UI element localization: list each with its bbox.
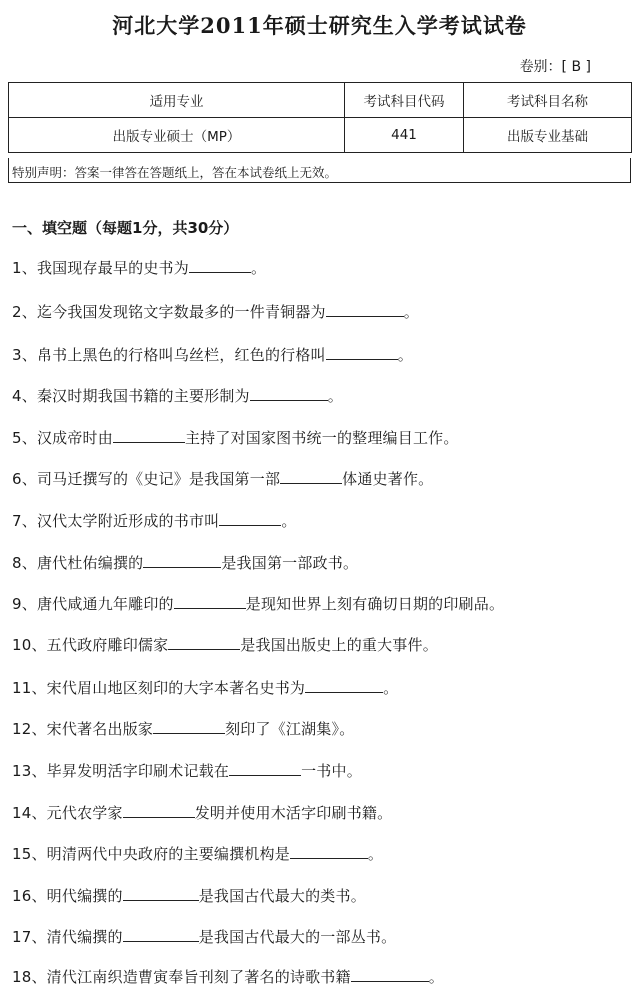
question-text-end: 是我国古代最大的一部丛书。 (198, 928, 397, 946)
question-text: 17、清代编撰的 (12, 928, 123, 946)
question-text-end: 是我国出版史上的重大事件。 (240, 636, 438, 654)
answer-blank (305, 678, 383, 693)
paper-version-label: 卷别：[ B ] (519, 59, 591, 75)
question-text-end: 。 (403, 303, 419, 321)
declaration-text: 特别声明：答案一律答在答题纸上，答在本试卷纸上无效。 (12, 165, 338, 180)
question-text-end: 。 (397, 346, 413, 364)
answer-blank (113, 428, 185, 443)
question-14 (12, 802, 392, 823)
question-text-end: 是我国第一部政书。 (221, 554, 359, 572)
question-text-end: 。 (383, 679, 399, 697)
answer-blank (174, 594, 246, 609)
exam-info-table (8, 82, 632, 153)
answer-blank (326, 345, 398, 360)
answer-blank (326, 302, 404, 317)
answer-blank (123, 803, 195, 818)
question-text: 4、秦汉时期我国书籍的主要形制为 (12, 387, 250, 405)
question-4 (12, 385, 343, 406)
table-cell-subject: 出版专业基础 (464, 118, 632, 153)
table-cell-major: 出版专业硕士（MP） (9, 118, 345, 153)
question-text: 13、毕昇发明活字印刷术记载在 (12, 762, 230, 780)
table-header-subject: 考试科目名称 (464, 83, 632, 118)
question-text-end: 体通史著作。 (342, 470, 434, 488)
answer-blank (168, 635, 240, 650)
question-text-end: 是现知世界上刻有确切日期的印刷品。 (245, 595, 505, 613)
question-text-end: 主持了对国家图书统一的整理编目工作。 (184, 429, 459, 447)
question-6 (12, 468, 433, 489)
question-text: 18、清代江南织造曹寅奉旨刊刻了著名的诗歌书籍 (12, 968, 351, 986)
table-header-code: 考试科目代码 (345, 83, 464, 118)
question-text: 10、五代政府雕印儒家 (12, 636, 169, 654)
exam-title: 河北大学2011年硕士研究生入学考试试卷 (112, 13, 527, 38)
question-text-end: 发明并使用木活字印刷书籍。 (194, 804, 393, 822)
question-1 (12, 257, 266, 278)
question-text-end: 。 (250, 259, 267, 277)
question-text: 5、汉成帝时由 (12, 429, 113, 447)
question-8 (12, 552, 358, 573)
table-header-row (9, 83, 632, 118)
answer-blank (143, 553, 221, 568)
question-text-end: 是我国古代最大的类书。 (198, 887, 366, 905)
question-11 (12, 677, 398, 698)
question-text: 11、宋代眉山地区刻印的大字本著名史书为 (12, 679, 306, 697)
answer-blank (280, 469, 342, 484)
question-5 (12, 427, 459, 448)
table-header-major: 适用专业 (9, 83, 345, 118)
answer-blank (153, 719, 225, 734)
question-text: 12、宋代著名出版家 (12, 720, 154, 738)
question-9 (12, 593, 504, 614)
question-text: 14、元代农学家 (12, 804, 123, 822)
question-15 (12, 843, 383, 864)
question-text-end: 刻印了《江湖集》。 (225, 720, 355, 738)
answer-blank (290, 844, 368, 859)
answer-blank (250, 386, 328, 401)
question-text: 6、司马迁撰写的《史记》是我国第一部 (12, 470, 281, 488)
question-text: 1、我国现存最早的史书为 (12, 259, 189, 277)
question-18 (12, 966, 444, 987)
table-cell-code: 441 (345, 118, 464, 153)
answer-blank (219, 511, 281, 526)
question-17 (12, 926, 396, 947)
question-text: 3、帛书上黑色的行格叫乌丝栏，红色的行格叫 (12, 346, 326, 364)
table-row (9, 118, 632, 153)
question-text: 16、明代编撰的 (12, 887, 123, 905)
answer-blank (351, 967, 429, 982)
answer-blank (123, 886, 199, 901)
answer-blank (229, 761, 301, 776)
question-10 (12, 634, 438, 655)
question-3 (12, 344, 413, 365)
question-text: 9、唐代咸通九年雕印的 (12, 595, 174, 613)
question-text: 2、迄今我国发现铭文字数最多的一件青铜器为 (12, 303, 326, 321)
question-2 (12, 301, 419, 322)
question-text-end: 一书中。 (301, 762, 362, 780)
question-text-end: 。 (281, 512, 297, 530)
question-text: 8、唐代杜佑编撰的 (12, 554, 144, 572)
question-13 (12, 760, 362, 781)
question-text-end: 。 (367, 845, 384, 863)
answer-blank (123, 927, 199, 942)
question-text: 15、明清两代中央政府的主要编撰机构是 (12, 845, 290, 863)
question-7 (12, 510, 297, 531)
section-title: 一、填空题（每题1分，共30分） (12, 219, 239, 237)
answer-blank (189, 258, 251, 273)
question-16 (12, 885, 366, 906)
question-text-end: 。 (327, 387, 343, 405)
question-text-end: 。 (428, 968, 444, 986)
question-text: 7、汉代太学附近形成的书市叫 (12, 512, 220, 530)
question-12 (12, 718, 354, 739)
